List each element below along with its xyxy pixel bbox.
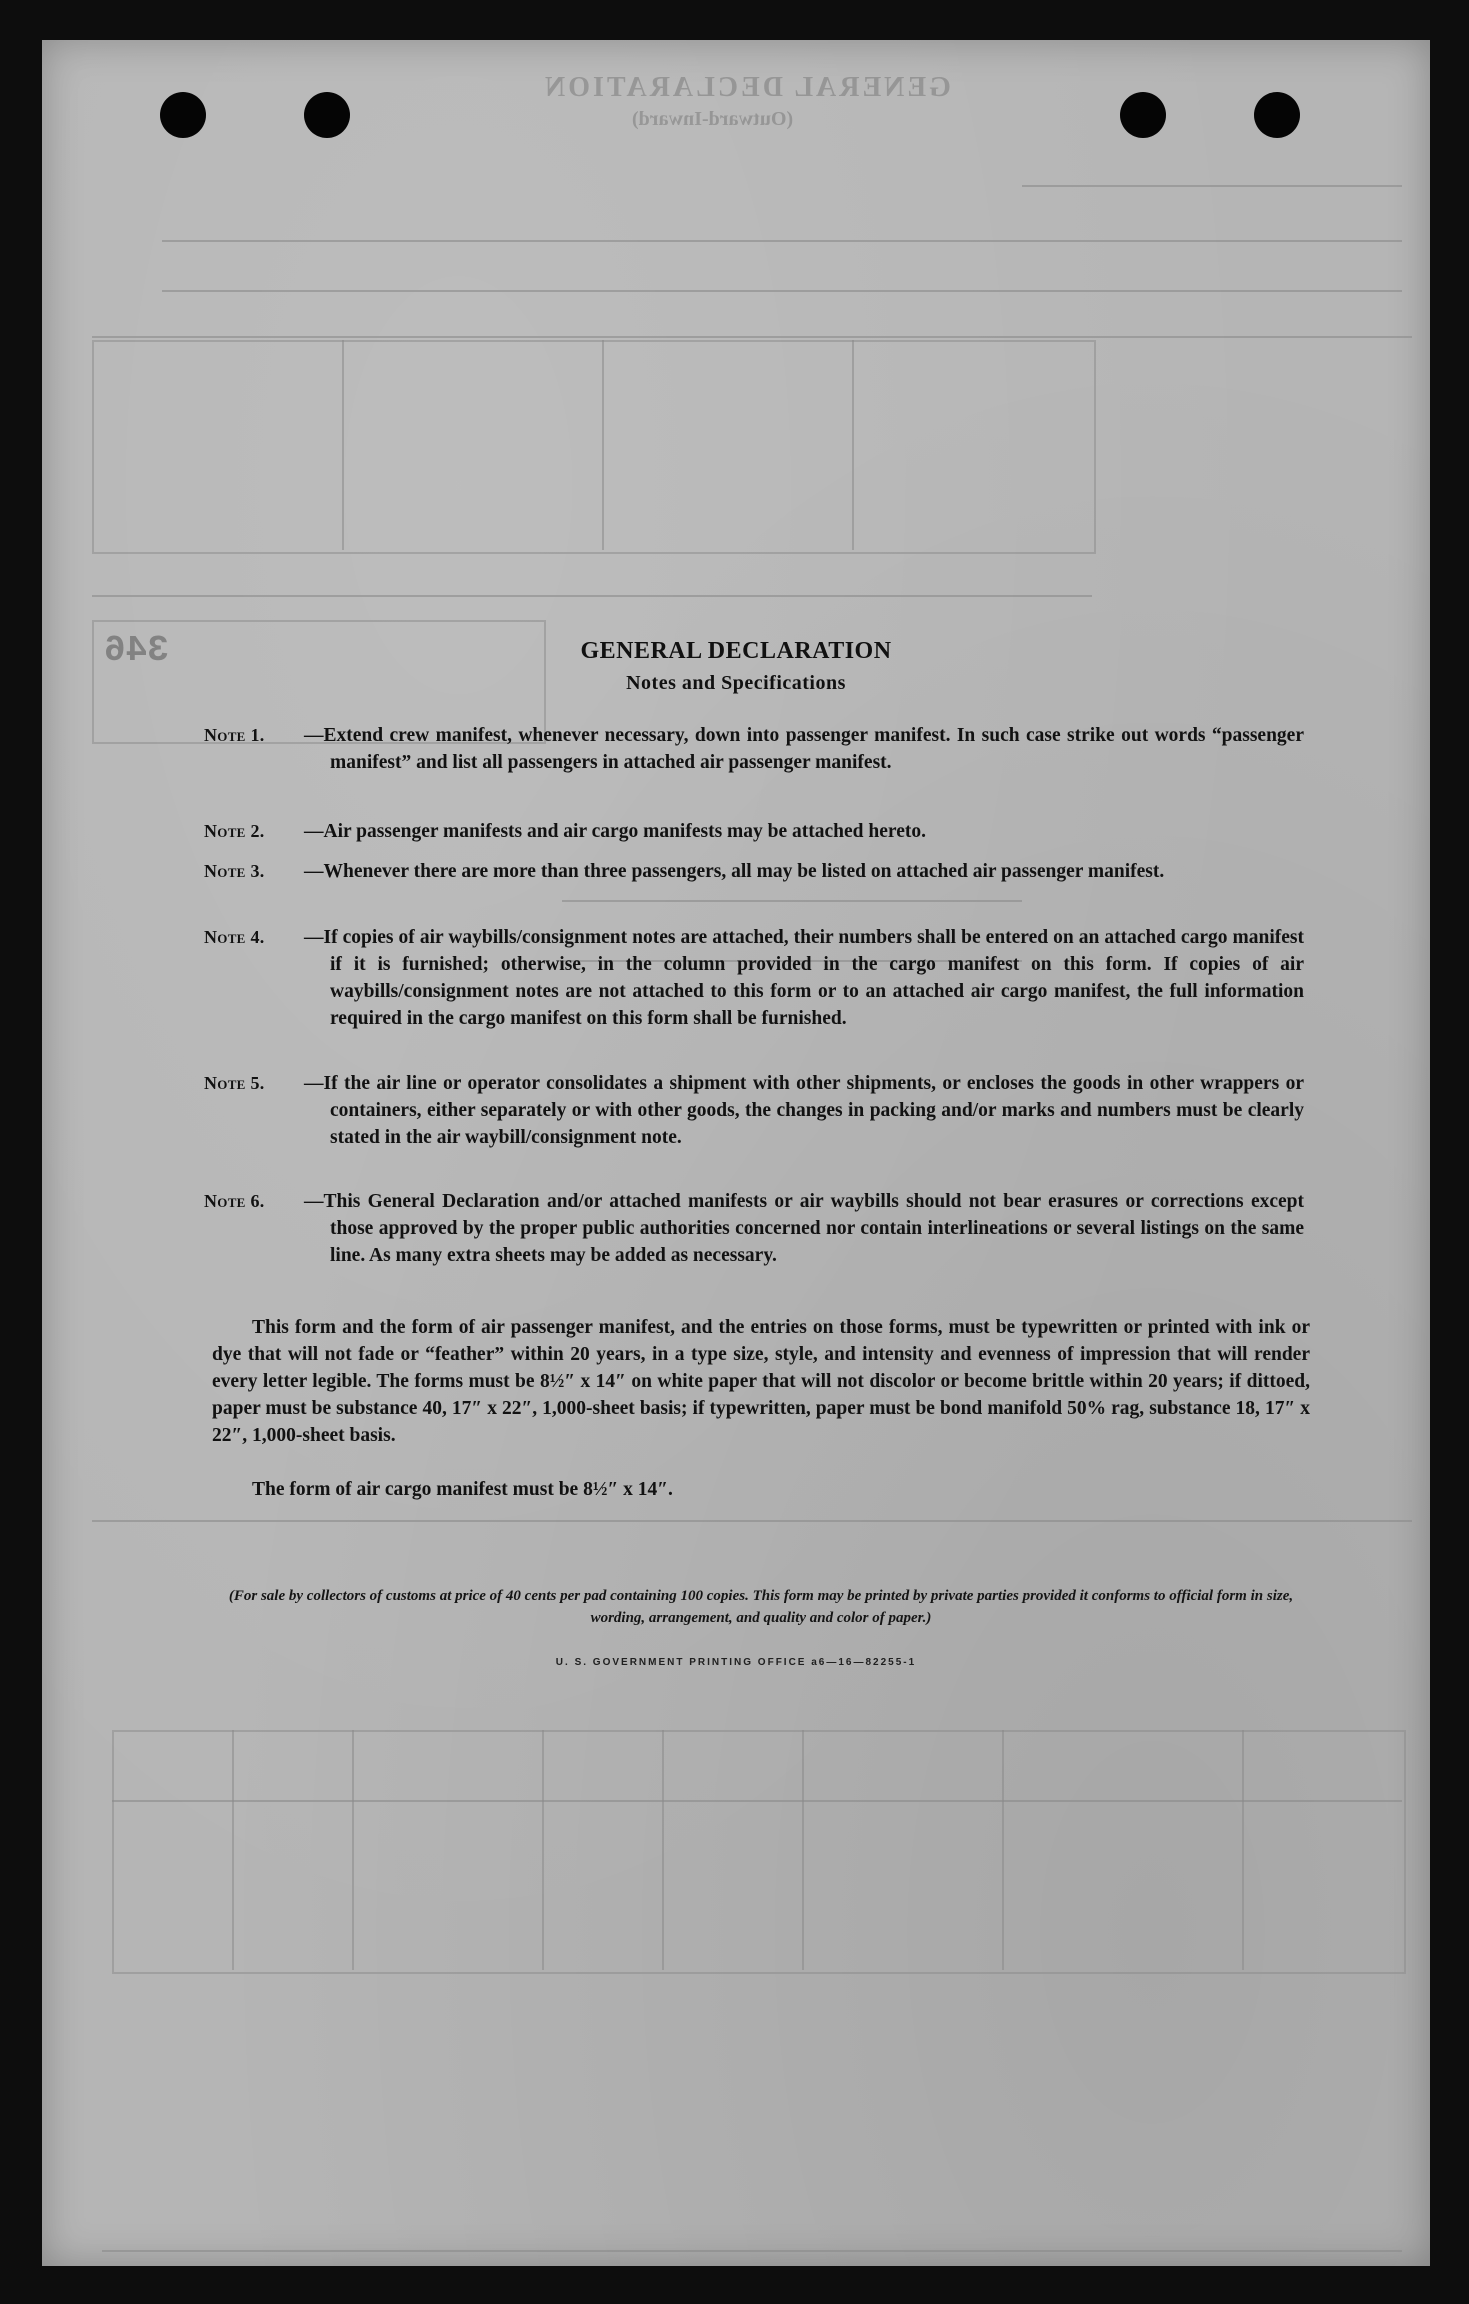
bleed-through-subheading: (Outward-Inward) xyxy=(632,108,794,130)
note-label: Note 2. xyxy=(204,821,265,841)
note-3 xyxy=(204,858,1304,885)
note-label: Note 3. xyxy=(204,861,265,881)
note-label: Note 4. xyxy=(204,927,265,947)
note-text: —If the air line or operator consolidates a shipment with other shipments, or encloses the goods in other wrappers or containers, either separately or with other goods, the changes in packing and/or marks and numbers must be clearly stated in the air waybill/consignment note. xyxy=(304,1073,1304,1148)
cargo-manifest-size-note: The form of air cargo manifest must be 8½″ x 14″. xyxy=(252,1479,673,1500)
bleed-through-stamp-number: 346 xyxy=(104,630,169,671)
sale-notice: (For sale by collectors of customs at price of 40 cents per pad containing 100 copies. This form may be printed by private parties provided it conforms to official form in size, wording, arrangement, and quality and color of paper.) xyxy=(228,1588,1294,1626)
note-text: —If copies of air waybills/consignment notes are attached, their numbers shall be entered on an attached cargo manifest if it is furnished; otherwise, in the column provided in the cargo manifest on this form. If copies of air waybills/consignment notes are not attached to this form or to an attached air cargo manifest, the full information required in the cargo manifest on this form shall be furnished. xyxy=(304,927,1304,1029)
bleed-through-heading: GENERAL DECLARATION xyxy=(542,72,951,103)
note-label: Note 1. xyxy=(204,725,265,745)
page-subtitle: Notes and Specifications xyxy=(626,672,846,694)
note-label: Note 6. xyxy=(204,1191,265,1211)
note-4 xyxy=(204,924,1304,1032)
form-requirements-paragraph: This form and the form of air passenger manifest, and the entries on those forms, must be typewritten or printed with ink or dye that will not fade or “feather” within 20 years, in a type size, style, and intensity and evenness of impression that will render every letter legible. The forms must be 8½″ x 14″ on white paper that will not discolor or become brittle within 20 years; if dittoed, paper must be substance 40, 17″ x 22″, 1,000-sheet basis; if typewritten, paper must be bond manifold 50% rag, substance 18, 17″ x 22″, 1,000-sheet basis. xyxy=(212,1317,1310,1446)
note-text: —Air passenger manifests and air cargo manifests may be attached hereto. xyxy=(304,821,926,842)
printing-office-imprint: U. S. GOVERNMENT PRINTING OFFICE a6—16—82255-1 xyxy=(555,1657,917,1668)
note-label: Note 5. xyxy=(204,1073,265,1093)
note-text: —This General Declaration and/or attached manifests or air waybills should not bear erasures or corrections except those approved by the proper public authorities concerned nor contain interlineations or several listings on the same line. As many extra sheets may be added as necessary. xyxy=(304,1191,1304,1266)
notes-and-specifications xyxy=(42,40,1430,2266)
note-1 xyxy=(204,722,1304,776)
page-title: GENERAL DECLARATION xyxy=(580,638,892,664)
note-text: —Extend crew manifest, whenever necessary, down into passenger manifest. In such case strike out words “passenger manifest” and list all passengers in attached air passenger manifest. xyxy=(304,725,1304,773)
document-page xyxy=(42,40,1430,2266)
note-5 xyxy=(204,1070,1304,1151)
note-text: —Whenever there are more than three passengers, all may be listed on attached air passenger manifest. xyxy=(304,861,1165,882)
note-2 xyxy=(204,818,1304,845)
note-6 xyxy=(204,1188,1304,1269)
